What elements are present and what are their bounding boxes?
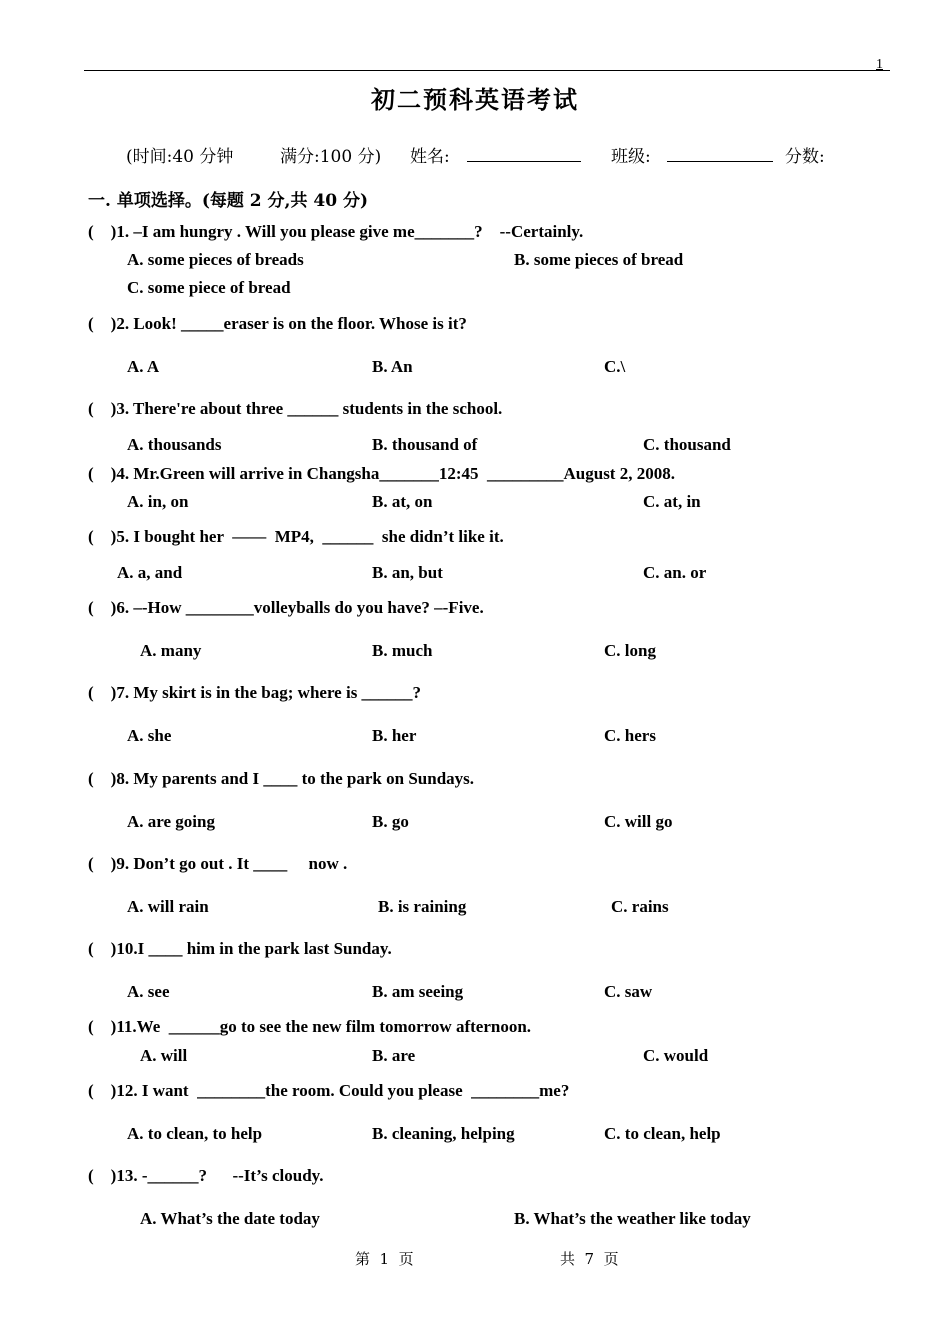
- question-stem: ( )11.We ______go to see the new film tomorrow afternoon.: [88, 1017, 532, 1036]
- name-label: 姓名:: [410, 147, 450, 167]
- option-b: B. thousand of: [372, 435, 478, 454]
- question-stem: ( )5. I bought her —— MP4, ______ she didn’t like it.: [88, 527, 504, 546]
- question-stem: ( )9. Don’t go out . It ____ now .: [88, 854, 348, 873]
- option-c: C. hers: [604, 726, 656, 745]
- question-stem: ( )13. -______? --It’s cloudy.: [88, 1166, 324, 1185]
- option-a: A. in, on: [127, 492, 189, 511]
- option-c: C. to clean, help: [604, 1124, 721, 1143]
- option-c: C. long: [604, 641, 656, 660]
- option-b: B. What’s the weather like today: [514, 1209, 751, 1228]
- footer-page: 第 1 页: [355, 1250, 414, 1268]
- option-a: A. are going: [127, 812, 215, 831]
- question-stem: ( )12. I want ________the room. Could you please ________me?: [88, 1081, 570, 1100]
- page-title: 初二预科英语考试: [371, 86, 579, 114]
- question-stem: ( )1. –I am hungry . Will you please give me_______? --Certainly.: [88, 222, 584, 241]
- option-b: B. is raining: [378, 897, 467, 916]
- question-stem: ( )8. My parents and I ____ to the park on Sundays.: [88, 769, 475, 788]
- option-b: B. am seeing: [372, 982, 464, 1001]
- score-label: 分数:: [785, 147, 825, 167]
- option-c: C. thousand: [643, 435, 731, 454]
- option-c: C. would: [643, 1046, 709, 1065]
- question-stem: ( )10.I ____ him in the park last Sunday.: [88, 939, 392, 958]
- option-a: A. What’s the date today: [140, 1209, 320, 1228]
- option-a: A. will rain: [127, 897, 209, 916]
- option-b: B. cleaning, helping: [372, 1124, 515, 1143]
- option-a: A. to clean, to help: [127, 1124, 263, 1143]
- option-a: A. a, and: [117, 563, 183, 582]
- option-c: C. some piece of bread: [127, 278, 291, 297]
- question-stem: ( )2. Look! _____eraser is on the floor. Whose is it?: [88, 314, 467, 333]
- option-a: A. some pieces of breads: [127, 250, 304, 269]
- option-b: B. her: [372, 726, 417, 745]
- option-b: B. An: [372, 357, 413, 376]
- question-stem: ( )7. My skirt is in the bag; where is ______?: [88, 683, 422, 702]
- option-b: B. some pieces of bread: [514, 250, 684, 269]
- option-c: C. at, in: [643, 492, 701, 511]
- class-label: 班级:: [611, 147, 651, 167]
- question-stem: ( )6. –-How ________volleyballs do you have? –-Five.: [88, 598, 484, 617]
- option-b: B. an, but: [372, 563, 443, 582]
- option-c: C. saw: [604, 982, 653, 1001]
- class-blank[interactable]: [667, 161, 773, 162]
- question-stem: ( )4. Mr.Green will arrive in Changsha_______12:45 _________August 2, 2008.: [88, 464, 675, 483]
- option-c: C. rains: [611, 897, 669, 916]
- option-a: A. see: [127, 982, 170, 1001]
- option-b: B. are: [372, 1046, 416, 1065]
- option-a: A. will: [140, 1046, 188, 1065]
- time-label: (时间:40 分钟: [126, 147, 234, 167]
- page-number: 1: [876, 57, 883, 72]
- option-a: A. she: [127, 726, 172, 745]
- question-stem: ( )3. There're about three ______ students in the school.: [88, 399, 503, 418]
- header-rule: [84, 70, 890, 71]
- option-c: C.\: [604, 357, 626, 376]
- option-b: B. much: [372, 641, 433, 660]
- option-a: A. thousands: [127, 435, 222, 454]
- name-blank[interactable]: [467, 161, 581, 162]
- option-b: B. at, on: [372, 492, 433, 511]
- section-heading: 一. 单项选择。(每题 2 分,共 40 分): [88, 191, 369, 211]
- score-total-label: 满分:100 分): [280, 147, 382, 167]
- option-c: C. an. or: [643, 563, 707, 582]
- footer-total: 共 7 页: [560, 1250, 619, 1268]
- option-c: C. will go: [604, 812, 673, 831]
- option-b: B. go: [372, 812, 409, 831]
- option-a: A. A: [127, 357, 160, 376]
- option-a: A. many: [140, 641, 202, 660]
